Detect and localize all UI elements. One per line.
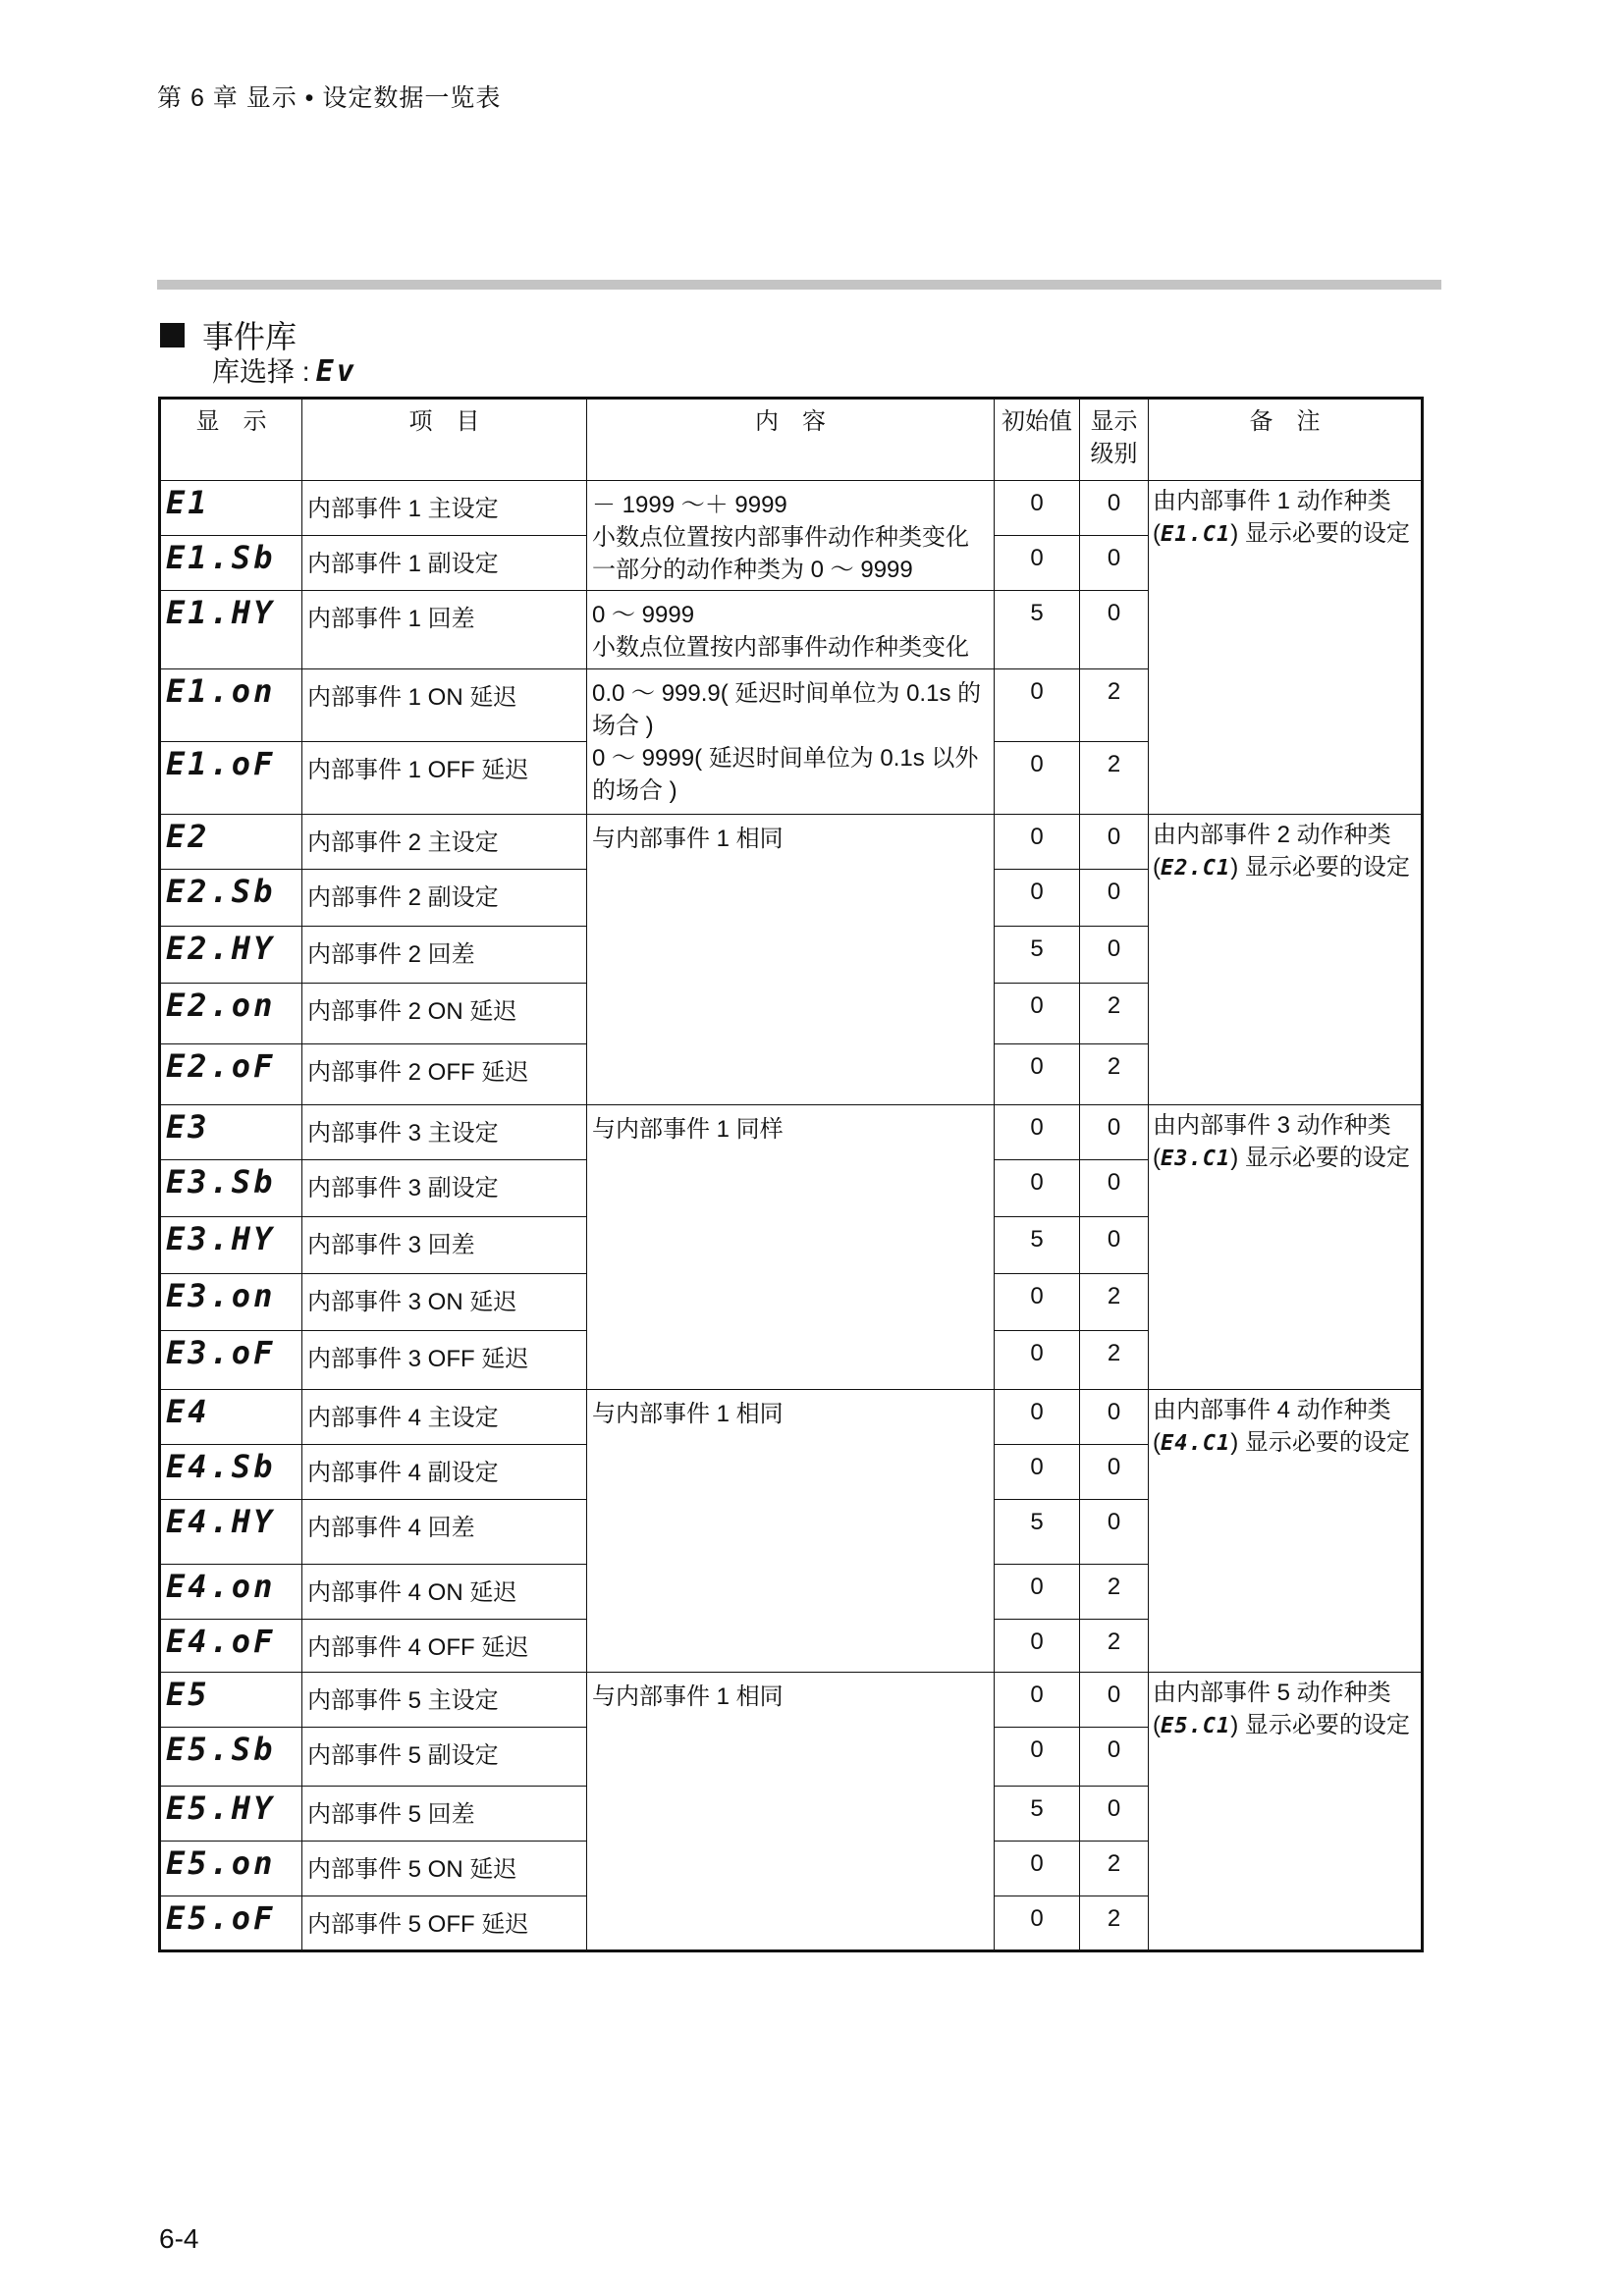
item-name-cell: 内部事件 4 主设定 xyxy=(302,1390,587,1445)
display-code-cell xyxy=(160,1673,302,1728)
segment-display-code: E3.Sb xyxy=(166,1163,276,1201)
display-code-cell xyxy=(160,536,302,591)
chapter-header: 第 6 章 显示 • 设定数据一览表 xyxy=(157,84,502,112)
display-code-cell xyxy=(160,742,302,815)
square-bullet-icon xyxy=(160,323,185,347)
initial-value-cell: 0 xyxy=(995,742,1080,815)
item-name-cell: 内部事件 2 副设定 xyxy=(302,870,587,927)
display-level-cell: 0 xyxy=(1080,870,1149,927)
item-name-cell: 内部事件 4 ON 延迟 xyxy=(302,1565,587,1620)
initial-value-cell: 0 xyxy=(995,1445,1080,1500)
initial-value-cell: 5 xyxy=(995,927,1080,984)
remark-code: E5.C1 xyxy=(1161,1714,1231,1738)
display-code-cell xyxy=(160,1787,302,1842)
table-body xyxy=(160,481,1423,1951)
segment-display-code: E1 xyxy=(166,484,210,521)
initial-value-cell: 0 xyxy=(995,1274,1080,1331)
display-level-cell: 0 xyxy=(1080,1673,1149,1728)
content-cell: 0 ～ 9999 小数点位置按内部事件动作种类变化 xyxy=(587,591,995,669)
table-row xyxy=(160,1390,1423,1445)
col-header-initial-value: 初始值 xyxy=(995,399,1080,481)
remark-text-suffix: 显示必要的设定 xyxy=(1244,854,1410,881)
item-name-cell: 内部事件 2 ON 延迟 xyxy=(302,984,587,1044)
display-level-cell: 0 xyxy=(1080,1217,1149,1274)
display-code-cell xyxy=(160,1728,302,1787)
segment-display-code: E5.Sb xyxy=(166,1731,276,1768)
bank-selector-label: 库选择 : xyxy=(212,356,310,387)
initial-value-cell: 5 xyxy=(995,591,1080,669)
remark-text-suffix: 显示必要的设定 xyxy=(1244,1145,1410,1171)
display-code-cell xyxy=(160,1842,302,1896)
segment-display-code: E4 xyxy=(166,1393,210,1430)
initial-value-cell: 0 xyxy=(995,1842,1080,1896)
segment-display-code: E3.oF xyxy=(166,1334,276,1371)
display-code-cell xyxy=(160,1044,302,1105)
remark-cell: 由内部事件 2 动作种类 (E2.C1) 显示必要的设定 xyxy=(1149,815,1423,1105)
table-row xyxy=(160,481,1423,536)
item-name-cell: 内部事件 1 回差 xyxy=(302,591,587,669)
display-code-cell xyxy=(160,1565,302,1620)
segment-display-code: E2.on xyxy=(166,987,276,1024)
segment-display-code: E1.oF xyxy=(166,745,276,782)
display-level-cell: 0 xyxy=(1080,1728,1149,1787)
display-code-cell xyxy=(160,927,302,984)
display-code-cell xyxy=(160,1500,302,1565)
display-level-cell: 0 xyxy=(1080,1390,1149,1445)
initial-value-cell: 5 xyxy=(995,1217,1080,1274)
segment-display-code: E4.oF xyxy=(166,1623,276,1660)
display-code-cell xyxy=(160,669,302,742)
remark-text: 由内部事件 4 动作种类 xyxy=(1153,1397,1391,1423)
display-level-cell: 0 xyxy=(1080,1160,1149,1217)
item-name-cell: 内部事件 1 副设定 xyxy=(302,536,587,591)
display-level-cell: 2 xyxy=(1080,1620,1149,1673)
display-level-cell: 2 xyxy=(1080,1565,1149,1620)
display-level-cell: 0 xyxy=(1080,591,1149,669)
display-level-cell: 2 xyxy=(1080,984,1149,1044)
item-name-cell: 内部事件 3 回差 xyxy=(302,1217,587,1274)
content-cell: 0.0 ～ 999.9( 延迟时间单位为 0.1s 的场合 ) 0 ～ 9999( 延迟时间单位为 0.1s 以外的场合 ) xyxy=(587,669,995,815)
display-level-cell: 0 xyxy=(1080,536,1149,591)
display-code-cell xyxy=(160,1390,302,1445)
content-cell: 与内部事件 1 相同 xyxy=(587,1673,995,1951)
item-name-cell: 内部事件 5 回差 xyxy=(302,1787,587,1842)
item-name-cell: 内部事件 3 ON 延迟 xyxy=(302,1274,587,1331)
segment-display-code: E2 xyxy=(166,818,210,855)
display-code-cell xyxy=(160,1217,302,1274)
display-code-cell xyxy=(160,984,302,1044)
initial-value-cell: 0 xyxy=(995,1390,1080,1445)
display-level-cell: 2 xyxy=(1080,1842,1149,1896)
remark-text-suffix: 显示必要的设定 xyxy=(1244,1429,1410,1456)
display-level-cell: 2 xyxy=(1080,1044,1149,1105)
remark-text: 由内部事件 5 动作种类 xyxy=(1153,1680,1391,1706)
segment-display-code: E5.on xyxy=(166,1844,276,1882)
display-level-cell: 2 xyxy=(1080,742,1149,815)
display-code-cell xyxy=(160,870,302,927)
remark-code: E1.C1 xyxy=(1161,522,1231,547)
remark-cell: 由内部事件 5 动作种类 (E5.C1) 显示必要的设定 xyxy=(1149,1673,1423,1951)
segment-display-code: E4.HY xyxy=(166,1503,276,1540)
page-number: 6-4 xyxy=(159,2223,199,2254)
display-level-cell: 2 xyxy=(1080,1274,1149,1331)
item-name-cell: 内部事件 2 OFF 延迟 xyxy=(302,1044,587,1105)
item-name-cell: 内部事件 4 副设定 xyxy=(302,1445,587,1500)
col-header-content: 内 容 xyxy=(587,399,995,481)
item-name-cell: 内部事件 3 OFF 延迟 xyxy=(302,1331,587,1390)
segment-display-code: E1.HY xyxy=(166,594,276,631)
col-header-display: 显 示 xyxy=(160,399,302,481)
content-cell: － 1999 ～＋ 9999 小数点位置按内部事件动作种类变化 一部分的动作种类为 0 ～ 9999 xyxy=(587,481,995,591)
segment-display-code: E5 xyxy=(166,1676,210,1713)
event-bank-table xyxy=(158,397,1424,1952)
item-name-cell: 内部事件 5 ON 延迟 xyxy=(302,1842,587,1896)
remark-code: E4.C1 xyxy=(1161,1431,1231,1456)
initial-value-cell: 0 xyxy=(995,536,1080,591)
segment-display-code: E5.oF xyxy=(166,1899,276,1937)
initial-value-cell: 0 xyxy=(995,1331,1080,1390)
segment-display-code: E3.HY xyxy=(166,1220,276,1257)
item-name-cell: 内部事件 5 OFF 延迟 xyxy=(302,1896,587,1951)
item-name-cell: 内部事件 2 主设定 xyxy=(302,815,587,870)
initial-value-cell: 0 xyxy=(995,1896,1080,1951)
item-name-cell: 内部事件 5 主设定 xyxy=(302,1673,587,1728)
item-name-cell: 内部事件 3 副设定 xyxy=(302,1160,587,1217)
content-cell: 与内部事件 1 同样 xyxy=(587,1105,995,1390)
display-code-cell xyxy=(160,481,302,536)
display-level-cell: 0 xyxy=(1080,1105,1149,1160)
item-name-cell: 内部事件 5 副设定 xyxy=(302,1728,587,1787)
remark-cell: 由内部事件 4 动作种类 (E4.C1) 显示必要的设定 xyxy=(1149,1390,1423,1673)
segment-display-code: E2.HY xyxy=(166,930,276,967)
initial-value-cell: 0 xyxy=(995,669,1080,742)
remark-cell: 由内部事件 3 动作种类 (E3.C1) 显示必要的设定 xyxy=(1149,1105,1423,1390)
col-header-display-level: 显示级别 xyxy=(1080,399,1149,481)
display-level-cell: 0 xyxy=(1080,1787,1149,1842)
table-row xyxy=(160,1673,1423,1728)
initial-value-cell: 0 xyxy=(995,984,1080,1044)
section-divider xyxy=(157,280,1441,290)
item-name-cell: 内部事件 1 主设定 xyxy=(302,481,587,536)
display-level-cell: 0 xyxy=(1080,927,1149,984)
remark-code: E2.C1 xyxy=(1161,856,1231,881)
initial-value-cell: 0 xyxy=(995,1673,1080,1728)
initial-value-cell: 0 xyxy=(995,1044,1080,1105)
bank-selector-code: Ev xyxy=(315,354,357,389)
initial-value-cell: 0 xyxy=(995,1565,1080,1620)
item-name-cell: 内部事件 2 回差 xyxy=(302,927,587,984)
segment-display-code: E3.on xyxy=(166,1277,276,1314)
display-code-cell xyxy=(160,1896,302,1951)
display-level-cell: 0 xyxy=(1080,815,1149,870)
item-name-cell: 内部事件 1 OFF 延迟 xyxy=(302,742,587,815)
section-title-text: 事件库 xyxy=(202,319,298,354)
segment-display-code: E4.Sb xyxy=(166,1448,276,1485)
display-level-cell: 0 xyxy=(1080,1445,1149,1500)
display-level-cell: 2 xyxy=(1080,1896,1149,1951)
remark-code: E3.C1 xyxy=(1161,1147,1231,1171)
item-name-cell: 内部事件 1 ON 延迟 xyxy=(302,669,587,742)
col-header-item: 项 目 xyxy=(302,399,587,481)
segment-display-code: E1.on xyxy=(166,672,276,710)
table-row xyxy=(160,1105,1423,1160)
segment-display-code: E1.Sb xyxy=(166,539,276,576)
segment-display-code: E4.on xyxy=(166,1568,276,1605)
col-header-remarks: 备 注 xyxy=(1149,399,1423,481)
display-code-cell xyxy=(160,815,302,870)
display-code-cell xyxy=(160,1105,302,1160)
display-level-cell: 2 xyxy=(1080,669,1149,742)
display-code-cell xyxy=(160,1274,302,1331)
display-code-cell xyxy=(160,1331,302,1390)
remark-text: 由内部事件 2 动作种类 xyxy=(1153,822,1391,848)
remark-text: 由内部事件 1 动作种类 xyxy=(1153,488,1391,514)
display-level-cell: 2 xyxy=(1080,1331,1149,1390)
display-code-cell xyxy=(160,1160,302,1217)
display-code-cell xyxy=(160,1445,302,1500)
remark-text: 由内部事件 3 动作种类 xyxy=(1153,1112,1391,1139)
display-code-cell xyxy=(160,591,302,669)
segment-display-code: E2.Sb xyxy=(166,873,276,910)
content-cell: 与内部事件 1 相同 xyxy=(587,1390,995,1673)
content-cell: 与内部事件 1 相同 xyxy=(587,815,995,1105)
item-name-cell: 内部事件 3 主设定 xyxy=(302,1105,587,1160)
display-code-cell xyxy=(160,1620,302,1673)
initial-value-cell: 0 xyxy=(995,815,1080,870)
initial-value-cell: 5 xyxy=(995,1787,1080,1842)
initial-value-cell: 0 xyxy=(995,481,1080,536)
bank-selector xyxy=(212,350,357,390)
segment-display-code: E5.HY xyxy=(166,1789,276,1827)
item-name-cell: 内部事件 4 OFF 延迟 xyxy=(302,1620,587,1673)
segment-display-code: E2.oF xyxy=(166,1047,276,1085)
remark-cell: 由内部事件 1 动作种类 (E1.C1) 显示必要的设定 xyxy=(1149,481,1423,815)
table-row xyxy=(160,815,1423,870)
initial-value-cell: 0 xyxy=(995,1620,1080,1673)
initial-value-cell: 0 xyxy=(995,1105,1080,1160)
display-level-cell: 0 xyxy=(1080,1500,1149,1565)
remark-text-suffix: 显示必要的设定 xyxy=(1244,520,1410,547)
remark-text-suffix: 显示必要的设定 xyxy=(1244,1712,1410,1738)
initial-value-cell: 5 xyxy=(995,1500,1080,1565)
item-name-cell: 内部事件 4 回差 xyxy=(302,1500,587,1565)
segment-display-code: E3 xyxy=(166,1108,210,1146)
display-level-cell: 0 xyxy=(1080,481,1149,536)
initial-value-cell: 0 xyxy=(995,1728,1080,1787)
initial-value-cell: 0 xyxy=(995,1160,1080,1217)
initial-value-cell: 0 xyxy=(995,870,1080,927)
